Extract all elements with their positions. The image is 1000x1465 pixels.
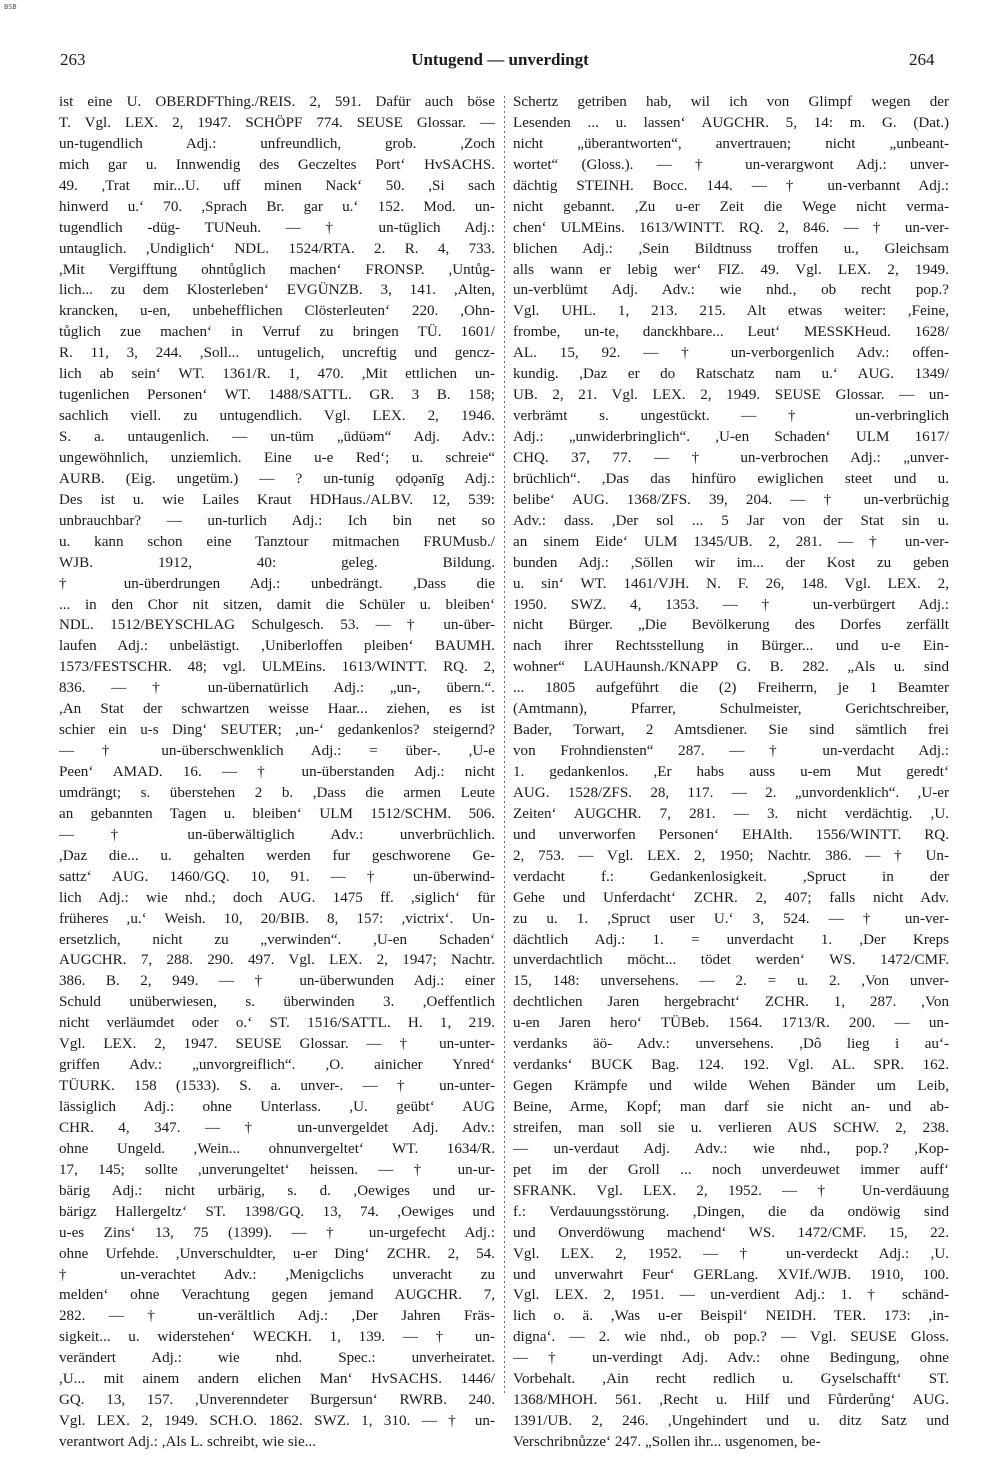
- text-line: griffen Adv.: „unvorgreiflich“. ,O. ainicher Ynred‘: [59, 1057, 495, 1074]
- text-line: untauglich. ,Undiglich‘ NDL. 1524/RTA. 2. R. 4, 733.: [59, 240, 495, 257]
- text-line: brüchlich“. ,Das das hinfüro ewiglichen steet und u.: [513, 470, 949, 487]
- left-column: [59, 92, 495, 1453]
- text-line: AUG. 1528/ZFS. 28, 117. — 2. „unvordenklich“. ,U-er: [513, 784, 949, 801]
- running-title: Untugend — unverdingt: [411, 50, 589, 69]
- text-line: bunden Adj.: ,Söllen wir im... der Kost zu geben: [513, 554, 949, 571]
- text-line: wortet“ (Gloss.). — † un-verargwont Adj.: unver-: [513, 156, 949, 173]
- text-line: — † un-verdingt Adj. Adv.: ohne Bedingung, ohne: [513, 1350, 949, 1367]
- text-line: ohne Ungeld. ,Wein... ohnunvergeltet‘ WT. 1634/R.: [59, 1140, 495, 1157]
- text-line: S. a. untaugenlich. — un-tüm „üdüəm“ Adj. Adv.:: [59, 429, 495, 445]
- text-line: krancken, u-en, unbehefflichen Clösterleuten‘ 220. ,Ohn-: [59, 303, 495, 320]
- text-line: dächtig STEINH. Bocc. 144. — † un-verbannt Adj.:: [513, 177, 949, 194]
- text-line: 49. ,Trat mir...U. uff minen Nack‘ 50. ,Si sach: [59, 177, 495, 194]
- text-line: 1950. SWZ. 4, 1353. — † un-verbürgert Adj.:: [513, 596, 949, 613]
- text-line: nach ihrer Rechtsstellung in Bürger... und u-e Ein-: [513, 638, 949, 655]
- text-line: 15, 148: unversehens. — 2. = u. 2. ,Von unver-: [513, 973, 949, 990]
- text-line: Vgl. LEX. 2, 1951. — un-verdient Adj.: 1. † schänd-: [513, 1287, 949, 1304]
- text-line: lässiglich Adj.: ohne Unterlass. ,U. geübt‘ AUG: [59, 1099, 495, 1115]
- text-line: lich ab sein‘ WT. 1361/R. 1, 470. ,Mit ettlichen un-: [59, 366, 495, 383]
- text-line: † un-verachtet Adv.: ,Menigclichs unveracht zu: [59, 1266, 495, 1283]
- text-line: 836. — † un-übernatürlich Adj.: „un-, übern.“.: [59, 680, 495, 697]
- text-line: ohne Urfehde. ,Unverschuldter, u-er Ding‘ ZCHR. 2, 54.: [59, 1245, 495, 1262]
- text-line: Schuld unüberwiesen, s. überwinden 3. ,Oeffentlich: [59, 994, 495, 1011]
- text-line: AL. 15, 92. — † un-verborgenlich Adv.: offen-: [513, 345, 949, 362]
- text-line: — † un-überschwenklich Adj.: = über-. ,U-e: [59, 743, 495, 760]
- text-line: ist eine U. OBERDFThing./REIS. 2, 591. Dafür auch böse: [59, 94, 495, 110]
- text-line: Adv.: dass. ,Der sol ... 5 Jar von der Stat sin u.: [513, 512, 949, 529]
- text-line: ,Mit Vergifftung ohntůglich machen‘ FRONSP. ,Untůg-: [59, 261, 495, 278]
- text-line: lich... zu dem Klosterleben‘ EVGÜNZB. 3, 141. ,Alten,: [59, 282, 495, 299]
- text-line: Peen‘ AMAD. 16. — † un-überstanden Adj.: nicht: [59, 764, 495, 780]
- text-line: u. kann schon eine Tanztour mitmachen FRUMusb./: [59, 533, 495, 550]
- text-line: Des ist u. wie Lailes Kraut HDHaus./ALBV. 12, 539:: [59, 491, 495, 508]
- text-line: chen‘ ULMEins. 1613/WINTT. RQ. 2, 846. — † un-ver-: [513, 219, 949, 236]
- text-line: GQ. 13, 157. ,Unverenndeter Burgersun‘ RWRB. 240.: [59, 1392, 495, 1409]
- text-line: laufen Adj.: unbelästigt. ,Uniberloffen pleiben‘ BAUMH.: [59, 638, 495, 655]
- text-line: 386. B. 2, 949. — † un-überwunden Adj.: einer: [59, 973, 495, 990]
- text-line: un-tugendlich Adj.: unfreundlich, grob. ,Zoch: [59, 135, 495, 152]
- text-line: Vgl. LEX. 2, 1949. SCH.O. 1862. SWZ. 1, 310. — † un-: [59, 1413, 495, 1430]
- text-line: Vgl. LEX. 2, 1947. SEUSE Glossar. — † un-unter-: [59, 1036, 495, 1053]
- text-line: Beine, Arme, Kopf; man darf sie nicht an- und ab-: [513, 1099, 949, 1115]
- text-line: Adj.: „unwiderbringlich“. ,U-en Schaden‘ ULM 1617/: [513, 429, 949, 445]
- text-line: NDL. 1512/BEYSCHLAG Schulgesch. 53. — † un-über-: [59, 617, 495, 634]
- text-line: u-es Zins‘ 13, 75 (1399). — † un-urgefecht Adj.:: [59, 1224, 495, 1241]
- text-line: früheres ,u.‘ Weish. 10, 20/BIB. 8, 157: ,victrix‘. Un-: [59, 910, 495, 927]
- text-line: wohner“ LAUHaunsh./KNAPP G. B. 282. „Als u. sind: [513, 659, 949, 676]
- text-line: Vgl. LEX. 2, 1952. — † un-verdeckt Adj.: ,U.: [513, 1245, 949, 1262]
- text-line: (Amtmann), Pfarrer, Schulmeister, Gerichtschreiber,: [513, 701, 949, 718]
- text-line: digna‘. — 2. wie nhd., ob pop.? — Vgl. SEUSE Gloss.: [513, 1329, 949, 1346]
- text-line: 282. — † un-verältlich Adj.: ,Der Jahren Fräs-: [59, 1308, 495, 1325]
- text-line: pet im der Groll ... noch unverdeuwet immer auff‘: [513, 1161, 949, 1178]
- text-line: an gebannten Tagen u. bleiben‘ ULM 1512/SCHM. 506.: [59, 805, 495, 822]
- text-line: ,Daz die... u. gehalten werden fur geschworene Ge-: [59, 847, 495, 864]
- text-line: R. 11, 3, 244. ,Soll... untugelich, uncreftig und gencz-: [59, 345, 495, 362]
- text-line: verändert Adj.: wie nhd. Spec.: unverheiratet.: [59, 1350, 495, 1367]
- text-line: T. Vgl. LEX. 2, 1947. SCHÖPF 774. SEUSE Glossar. —: [59, 114, 495, 131]
- text-line: belibe‘ AUG. 1368/ZFS. 39, 204. — † un-verbrüchig: [513, 491, 949, 508]
- text-line: an sinem Eide‘ ULM 1345/UB. 2, 281. — † un-ver-: [513, 533, 949, 550]
- text-line: ,U... mit ainem andern elichen Man‘ HvSACHS. 1446/: [59, 1371, 495, 1388]
- page-header: [0, 50, 1000, 80]
- column-divider: [504, 96, 505, 1396]
- text-line: ... in den Chor nit sitzen, damit die Schüler u. bleiben‘: [59, 596, 495, 613]
- text-line: verdanks äö- Adv.: unversehens. ,Dô lieg i au‘-: [513, 1036, 949, 1053]
- page-number-left: 263: [60, 50, 86, 69]
- text-line: WJB. 1912, 40: geleg. Bildung.: [59, 554, 495, 571]
- text-line: tugendlich -düg- TUNeuh. — † un-tüglich Adj.:: [59, 219, 495, 236]
- text-line: sigkeit... u. widerstehen‘ WECKH. 1, 139. — † un-: [59, 1329, 495, 1346]
- text-line: 1. gedankenlos. ,Er habs auss u-em Mut geredt‘: [513, 764, 949, 780]
- text-line: verdanks‘ BUCK Bag. 124. 192. Vgl. AL. SPR. 162.: [513, 1057, 949, 1074]
- text-line: unverdachtlich möcht... tödet werden‘ WS. 1472/CMF.: [513, 952, 949, 969]
- text-line: AUGCHR. 7, 288. 290. 497. Vgl. LEX. 2, 1947; Nachtr.: [59, 952, 495, 969]
- text-line: Vgl. UHL. 1, 213. 215. Alt etwas weiter: ,Feine,: [513, 303, 949, 320]
- text-line: Gehe und Unferdacht‘ ZCHR. 2, 407; falls nicht Adv.: [513, 889, 949, 906]
- text-line: tugenlichen Personen‘ WT. 1488/SATTL. GR. 3 B. 158;: [59, 387, 495, 404]
- text-line: un-verblümt Adj. Adv.: wie nhd., ob recht pop.?: [513, 282, 949, 299]
- text-line: dächtlich Adj.: 1. = unverdacht 1. ,Der Kreps: [513, 931, 949, 948]
- text-line: hinwerd u.‘ 70. ,Sprach Br. gar u.‘ 152. Mod. un-: [59, 198, 495, 215]
- text-line: † un-überdrungen Adj.: unbedrängt. ,Dass die: [59, 575, 495, 592]
- text-line: nicht gebannt. ,Zu u-er Zeit die Wege nicht verma-: [513, 198, 949, 215]
- text-line: u-en Jaren hero‘ TÜBeb. 1564. 1713/R. 200. — un-: [513, 1015, 949, 1032]
- text-line: SFRANK. Vgl. LEX. 2, 1952. — † Un-verdäuung: [513, 1182, 949, 1199]
- text-line: dechtlichen Jaren hergebracht‘ ZCHR. 1, 287. ,Von: [513, 994, 949, 1011]
- text-line: frombe, un-te, danckhbare... Leut‘ MESSKHeud. 1628/: [513, 324, 949, 341]
- text-line: schier ein u-s Ding‘ SEUTER; ,un-‘ gedankenlos? steigernd?: [59, 722, 495, 739]
- text-line: AURB. (Eig. ungetüm.) — ? un-tunig ǫdǫǝnīg Adj.:: [59, 470, 495, 487]
- text-line: alls wann er lebig wer‘ FIZ. 49. Vgl. LEX. 2, 1949.: [513, 261, 949, 278]
- text-line: — † un-überwältiglich Adv.: unverbrüchlich.: [59, 826, 495, 843]
- text-line: nicht „überantworten“, anvertrauen; nicht „unbeant-: [513, 135, 949, 152]
- text-line: blichen Adj.: ,Sein Bildtnuss troffen u., Gleichsam: [513, 240, 949, 257]
- text-line: und unverworfen Personen‘ EHAlth. 1556/WINTT. RQ.: [513, 826, 949, 843]
- text-line: f.: Verdauungsstörung. ,Dingen, die da ondöwig sind: [513, 1203, 949, 1220]
- text-line: und unverwahrt Feur‘ GERLang. XVIf./WJB. 1910, 100.: [513, 1266, 949, 1283]
- text-line: ... 1805 aufgeführt die (2) Freiherrn, je 1 Beamter: [513, 680, 949, 697]
- page-number-right: 264: [909, 50, 935, 69]
- text-line: und Onverdöwung machend‘ WS. 1472/CMF. 15, 22.: [513, 1224, 949, 1241]
- text-line: Verschribnůzze‘ 247. „Sollen ihr... usgenomen, be-: [513, 1434, 821, 1450]
- text-line: nicht Bürger. „Die Bevölkerung des Dorfes zerfällt: [513, 617, 949, 634]
- text-line: sattz‘ AUG. 1460/GQ. 10, 91. — † un-überwind-: [59, 868, 495, 885]
- text-line: UB. 2, 21. Vgl. LEX. 2, 1949. SEUSE Glossar. — un-: [513, 387, 949, 404]
- text-line: kundig. ,Daz er do Ratschatz nam u.‘ AUG. 1349/: [513, 366, 949, 383]
- text-line: bärig Adj.: nicht urbärig, s. d. ,Oewiges und ur-: [59, 1182, 495, 1199]
- text-line: Lesenden ... u. lassen‘ AUGCHR. 5, 14: m. G. (Dat.): [513, 114, 949, 131]
- text-line: TÜURK. 158 (1533). S. a. unver-. — † un-unter-: [59, 1078, 495, 1095]
- text-line: verbrämt s. ungestückt. — † un-verbringlich: [513, 408, 949, 425]
- text-line: u. sin‘ WT. 1461/VJH. N. F. 26, 148. Vgl. LEX. 2,: [513, 575, 949, 592]
- text-line: ,An Stat der schwartzen weisse Haar... ziehen, es ist: [59, 701, 495, 718]
- text-line: 2, 753. — Vgl. LEX. 2, 1950; Nachtr. 386. — † Un-: [513, 847, 949, 864]
- text-line: mich gar u. Innwendig des Geczeltes Port‘ HvSACHS.: [59, 156, 495, 173]
- text-line: Zeiten‘ AUGCHR. 7, 281. — 3. nicht verdächtig. ,U.: [513, 805, 949, 822]
- text-line: 1391/UB. 2, 246. ,Ungehindert und u. ditz Satz und: [513, 1413, 949, 1430]
- text-line: ersetzlich, nicht zu „verwinden“. ,U-en Schaden‘: [59, 931, 495, 948]
- text-line: 17, 145; sollte ,unverungeltet‘ heissen. — † un-ur-: [59, 1161, 495, 1178]
- text-line: umdrängt; s. überstehen 2 b. ,Dass die armen Leute: [59, 784, 495, 801]
- text-line: sachlich viell. zu untugendlich. Vgl. LEX. 2, 1946.: [59, 408, 495, 425]
- text-line: bärigz Hallergeltz‘ ST. 1398/GQ. 13, 74. ,Oewiges und: [59, 1203, 495, 1220]
- text-line: nicht verläumdet oder o.‘ ST. 1516/SATTL. H. 1, 219.: [59, 1015, 495, 1032]
- text-line: — un-verdaut Adj. Adv.: wie nhd., pop.? ,Kop-: [513, 1140, 949, 1157]
- text-line: ungewöhnlich, unziemlich. Eine u-e Red‘; u. schreie“: [59, 449, 495, 466]
- text-line: Schertz getriben hab, wil ich von Glimpf wegen der: [513, 94, 949, 110]
- text-line: CHR. 4, 347. — † un-unvergeldet Adj. Adv.:: [59, 1119, 495, 1136]
- text-line: 1573/FESTSCHR. 48; vgl. ULMEins. 1613/WINTT. RQ. 2,: [59, 659, 495, 676]
- text-line: streifen, man soll sie u. verlieren AUS SCHW. 2, 238.: [513, 1119, 949, 1136]
- text-line: zu u. 1. ,Spruct user U.‘ 3, 524. — † un-ver-: [513, 910, 949, 927]
- text-line: unbrauchbar? — un-turlich Adj.: Ich bin net so: [59, 512, 495, 529]
- text-line: lich Adj.: wie nhd.; doch AUG. 1475 ff. ,siglich‘ für: [59, 889, 495, 906]
- text-line: verdacht f.: Gedankenlosigkeit. ,Spruct in der: [513, 868, 949, 885]
- library-stamp: BSB: [4, 3, 17, 11]
- text-line: 1368/MHOH. 561. ,Recht u. Hilf und Fůrderůng‘ AUG.: [513, 1392, 949, 1409]
- text-line: melden‘ ohne Verachtung gegen jemand AUGCHR. 7,: [59, 1287, 495, 1304]
- text-line: von Frohndiensten“ 287. — † un-verdacht Adj.:: [513, 743, 949, 760]
- text-line: Gegen Krämpfe und wilde Wehen Bänder um Leib,: [513, 1078, 949, 1095]
- right-column: [513, 92, 949, 1453]
- text-line: lich o. ä. ,Was u-er Beispil‘ NEIDH. TER. 173: ,in-: [513, 1308, 949, 1325]
- text-line: Bader, Torwart, 2 Amtsdiener. Sie sind sämtlich frei: [513, 722, 949, 739]
- text-line: tůglich zue machen‘ in Verruf zu bringen TÜ. 1601/: [59, 324, 495, 341]
- text-line: verantwort Adj.: ,Als L. schreibt, wie sie...: [59, 1434, 316, 1450]
- text-line: CHQ. 37, 77. — † un-verbrochen Adj.: „unver-: [513, 449, 949, 466]
- text-line: Vorbehalt. ,Ain recht redlich u. Gyselschafft‘ ST.: [513, 1371, 949, 1388]
